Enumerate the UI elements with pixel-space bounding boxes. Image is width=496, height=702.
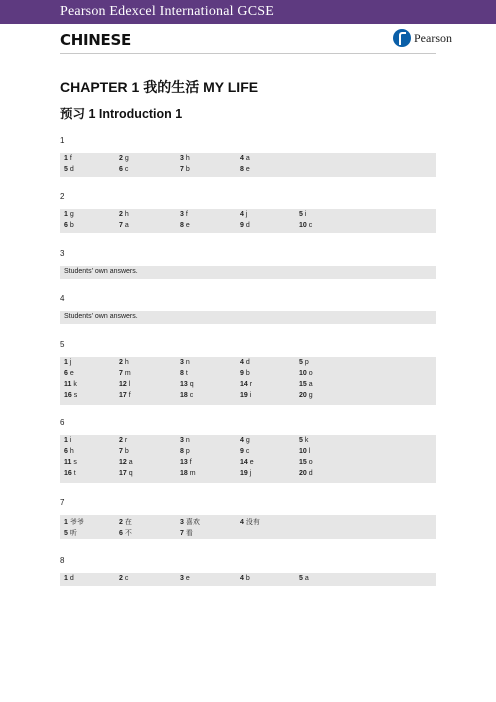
item-number: 10 — [299, 370, 307, 377]
item-number: 2 — [119, 519, 123, 526]
item-answer: p — [183, 448, 190, 455]
item-number: 17 — [119, 392, 127, 399]
item-number: 5 — [64, 530, 68, 537]
answer-cell — [240, 359, 250, 366]
answer-cell — [64, 470, 76, 477]
item-answer: f — [183, 211, 188, 218]
item-number: 3 — [180, 359, 184, 366]
item-answer: f — [187, 459, 192, 466]
answer-box — [60, 153, 436, 177]
answer-cell — [180, 392, 193, 399]
answer-note: Students' own answers. — [64, 313, 138, 320]
chapter-title: CHAPTER 1 我的生活 MY LIFE — [60, 79, 259, 95]
item-answer: o — [306, 459, 313, 466]
item-answer: i — [247, 392, 252, 399]
item-answer: c — [122, 166, 129, 173]
answer-cell — [64, 448, 74, 455]
item-answer: n — [183, 437, 190, 444]
answer-row — [64, 381, 434, 391]
item-number: 10 — [299, 448, 307, 455]
answer-cell — [119, 370, 131, 377]
item-answer: h — [67, 448, 74, 455]
answer-cell — [119, 222, 129, 229]
item-number: 9 — [240, 370, 244, 377]
answer-cell — [240, 392, 251, 399]
answer-cell — [119, 448, 129, 455]
item-number: 5 — [299, 359, 303, 366]
item-number: 3 — [180, 155, 184, 162]
answer-row — [64, 166, 434, 176]
answer-cell — [299, 222, 312, 229]
item-number: 16 — [64, 470, 72, 477]
answer-row — [64, 517, 434, 527]
answer-cell — [180, 155, 190, 162]
item-number: 1 — [64, 359, 68, 366]
item-number: 5 — [299, 437, 303, 444]
answer-cell — [240, 470, 251, 477]
item-number: 7 — [119, 370, 123, 377]
item-answer: d — [67, 575, 74, 582]
answer-row — [64, 211, 434, 221]
item-number: 12 — [119, 459, 127, 466]
item-answer: n — [183, 359, 190, 366]
item-number: 2 — [119, 211, 123, 218]
item-number: 6 — [119, 166, 123, 173]
item-answer: 听 — [67, 530, 77, 537]
item-number: 19 — [240, 470, 248, 477]
item-answer: e — [247, 459, 254, 466]
logo-text: Pearson — [414, 30, 452, 45]
answer-cell — [119, 381, 130, 388]
answer-row — [64, 437, 434, 447]
item-answer: h — [183, 155, 190, 162]
item-answer: q — [126, 470, 133, 477]
answer-cell — [180, 211, 188, 218]
item-number: 13 — [180, 459, 188, 466]
item-answer: r — [247, 381, 253, 388]
answer-cell — [64, 155, 72, 162]
answer-box — [60, 266, 436, 279]
item-answer: e — [183, 222, 190, 229]
item-number: 8 — [180, 370, 184, 377]
answer-cell — [119, 166, 128, 173]
item-number: 9 — [240, 448, 244, 455]
answer-cell — [299, 359, 309, 366]
item-answer: f — [126, 392, 131, 399]
item-answer: a — [126, 459, 133, 466]
item-number: 20 — [299, 392, 307, 399]
item-answer: j — [247, 470, 252, 477]
item-answer: r — [122, 437, 128, 444]
item-answer: e — [243, 166, 250, 173]
item-answer: b — [243, 370, 250, 377]
item-number: 1 — [64, 437, 68, 444]
answer-cell — [64, 437, 71, 444]
question-number: 5 — [60, 340, 65, 349]
answer-cell — [180, 359, 190, 366]
item-answer: c — [122, 575, 129, 582]
answer-cell — [64, 459, 77, 466]
answer-box — [60, 515, 436, 539]
item-number: 18 — [180, 392, 188, 399]
item-number: 4 — [240, 437, 244, 444]
answer-cell — [299, 448, 310, 455]
answer-cell — [299, 381, 313, 388]
answer-cell — [119, 575, 128, 582]
answer-cell — [240, 459, 254, 466]
item-number: 6 — [64, 448, 68, 455]
answer-cell — [64, 211, 74, 218]
item-answer: c — [243, 448, 250, 455]
answer-cell — [64, 381, 77, 388]
item-number: 10 — [299, 222, 307, 229]
answer-row — [64, 222, 434, 232]
answer-cell — [240, 448, 249, 455]
item-answer: t — [183, 370, 188, 377]
item-number: 2 — [119, 437, 123, 444]
item-number: 5 — [299, 575, 303, 582]
answer-box — [60, 435, 436, 483]
item-number: 15 — [299, 381, 307, 388]
item-answer: d — [243, 222, 250, 229]
question-number: 8 — [60, 556, 65, 565]
answer-cell — [180, 470, 196, 477]
item-number: 4 — [240, 211, 244, 218]
answer-cell — [64, 517, 84, 527]
answer-box — [60, 357, 436, 405]
item-answer: o — [306, 370, 313, 377]
item-answer: b — [67, 222, 74, 229]
answer-box — [60, 209, 436, 233]
item-number: 6 — [64, 222, 68, 229]
item-number: 3 — [180, 519, 184, 526]
item-number: 7 — [119, 448, 123, 455]
answer-cell — [240, 381, 252, 388]
answer-cell — [64, 222, 74, 229]
item-number: 4 — [240, 575, 244, 582]
answer-cell — [180, 437, 190, 444]
answer-cell — [180, 381, 194, 388]
answer-cell — [240, 575, 250, 582]
answer-cell — [240, 517, 260, 527]
item-answer: a — [243, 155, 250, 162]
answer-cell — [180, 370, 188, 377]
item-number: 3 — [180, 575, 184, 582]
item-number: 13 — [180, 381, 188, 388]
item-number: 18 — [180, 470, 188, 477]
question-number: 6 — [60, 418, 65, 427]
answer-cell — [119, 528, 132, 538]
answer-cell — [180, 166, 190, 173]
item-number: 4 — [240, 359, 244, 366]
answer-cell — [299, 437, 308, 444]
item-answer: p — [302, 359, 309, 366]
item-answer: e — [183, 575, 190, 582]
item-answer: b — [183, 166, 190, 173]
answer-cell — [180, 448, 190, 455]
answer-cell — [64, 359, 71, 366]
item-answer: g — [243, 437, 250, 444]
item-number: 8 — [240, 166, 244, 173]
question-number: 4 — [60, 294, 65, 303]
item-number: 11 — [64, 381, 72, 388]
answer-note: Students' own answers. — [64, 268, 138, 275]
item-answer: d — [67, 166, 74, 173]
item-number: 4 — [240, 155, 244, 162]
item-answer: t — [71, 470, 76, 477]
section-title: 预习 1 Introduction 1 — [60, 107, 183, 121]
answer-cell — [64, 528, 77, 538]
item-answer: d — [243, 359, 250, 366]
item-answer: s — [71, 392, 78, 399]
subject-title: CHINESE — [60, 31, 131, 49]
answer-cell — [299, 370, 313, 377]
answer-cell — [240, 370, 250, 377]
item-answer: c — [306, 222, 313, 229]
item-number: 15 — [299, 459, 307, 466]
item-number: 19 — [240, 392, 248, 399]
answer-cell — [180, 222, 190, 229]
item-number: 6 — [119, 530, 123, 537]
answer-cell — [299, 459, 313, 466]
answer-cell — [299, 575, 309, 582]
item-answer: l — [306, 448, 311, 455]
item-answer: 爷爷 — [67, 519, 84, 526]
item-number: 4 — [240, 519, 244, 526]
answer-row — [64, 359, 434, 369]
item-number: 7 — [119, 222, 123, 229]
answer-cell — [180, 528, 193, 538]
item-number: 7 — [180, 166, 184, 173]
answer-box — [60, 311, 436, 324]
item-answer: k — [71, 381, 77, 388]
item-number: 5 — [299, 211, 303, 218]
answer-cell — [119, 517, 132, 527]
answer-row — [64, 470, 434, 480]
item-answer: i — [302, 211, 307, 218]
answer-row — [64, 528, 434, 538]
answer-box — [60, 573, 436, 586]
answer-cell — [240, 211, 247, 218]
item-number: 1 — [64, 575, 68, 582]
item-number: 11 — [64, 459, 72, 466]
item-answer: g — [306, 392, 313, 399]
answer-cell — [180, 459, 192, 466]
item-number: 12 — [119, 381, 127, 388]
item-answer: 在 — [122, 519, 132, 526]
answer-row — [64, 459, 434, 469]
item-answer: h — [122, 359, 129, 366]
answer-cell — [119, 211, 129, 218]
answer-row — [64, 448, 434, 458]
item-number: 1 — [64, 155, 68, 162]
answer-cell — [119, 392, 131, 399]
item-number: 14 — [240, 459, 248, 466]
item-answer: b — [243, 575, 250, 582]
item-answer: 喜欢 — [183, 519, 200, 526]
item-number: 2 — [119, 575, 123, 582]
item-answer: g — [122, 155, 129, 162]
answer-cell — [240, 166, 250, 173]
item-number: 1 — [64, 519, 68, 526]
answer-cell — [240, 222, 250, 229]
item-answer: e — [67, 370, 74, 377]
answer-cell — [299, 470, 313, 477]
answer-row — [64, 155, 434, 165]
answer-cell — [119, 459, 133, 466]
brand-title: Pearson Edexcel International GCSE — [60, 4, 275, 19]
answer-cell — [180, 575, 190, 582]
answer-cell — [119, 470, 133, 477]
item-answer: a — [302, 575, 309, 582]
question-number: 3 — [60, 249, 65, 258]
item-answer: c — [187, 392, 194, 399]
item-number: 3 — [180, 211, 184, 218]
question-number: 1 — [60, 136, 65, 145]
item-answer: g — [67, 211, 74, 218]
item-answer: s — [71, 459, 77, 466]
question-number: 7 — [60, 498, 65, 507]
item-number: 6 — [64, 370, 68, 377]
answer-cell — [180, 517, 200, 527]
item-number: 1 — [64, 211, 68, 218]
answer-row — [64, 575, 434, 585]
answer-cell — [119, 359, 129, 366]
item-number: 14 — [240, 381, 248, 388]
item-answer: j — [243, 211, 248, 218]
header-divider — [60, 53, 436, 54]
answer-row — [64, 392, 434, 402]
item-number: 7 — [180, 530, 184, 537]
brand-bar — [0, 0, 496, 24]
pearson-logo — [393, 29, 452, 47]
item-answer: l — [126, 381, 131, 388]
item-number: 9 — [240, 222, 244, 229]
item-answer: 看 — [183, 530, 193, 537]
answer-cell — [64, 370, 74, 377]
item-answer: m — [122, 370, 131, 377]
item-answer: b — [122, 448, 129, 455]
item-answer: a — [306, 381, 313, 388]
item-answer: a — [122, 222, 129, 229]
item-answer: j — [67, 359, 72, 366]
item-answer: 不 — [122, 530, 132, 537]
answer-cell — [240, 437, 250, 444]
item-number: 2 — [119, 155, 123, 162]
answer-cell — [64, 166, 74, 173]
answer-cell — [299, 211, 306, 218]
item-answer: 没有 — [243, 519, 260, 526]
item-number: 8 — [180, 448, 184, 455]
item-answer: m — [187, 470, 196, 477]
item-number: 3 — [180, 437, 184, 444]
answer-cell — [119, 155, 129, 162]
item-number: 17 — [119, 470, 127, 477]
answer-row — [64, 370, 434, 380]
item-answer: k — [302, 437, 309, 444]
item-number: 20 — [299, 470, 307, 477]
answer-cell — [64, 392, 77, 399]
item-answer: q — [187, 381, 194, 388]
answer-cell — [119, 437, 127, 444]
item-answer: f — [67, 155, 72, 162]
answer-cell — [240, 155, 250, 162]
item-answer: i — [67, 437, 72, 444]
item-number: 16 — [64, 392, 72, 399]
answer-cell — [299, 392, 313, 399]
question-number: 2 — [60, 192, 65, 201]
item-number: 2 — [119, 359, 123, 366]
item-answer: h — [122, 211, 129, 218]
item-number: 8 — [180, 222, 184, 229]
item-number: 5 — [64, 166, 68, 173]
item-answer: d — [306, 470, 313, 477]
pearson-p-icon — [393, 29, 411, 47]
answer-cell — [64, 575, 74, 582]
